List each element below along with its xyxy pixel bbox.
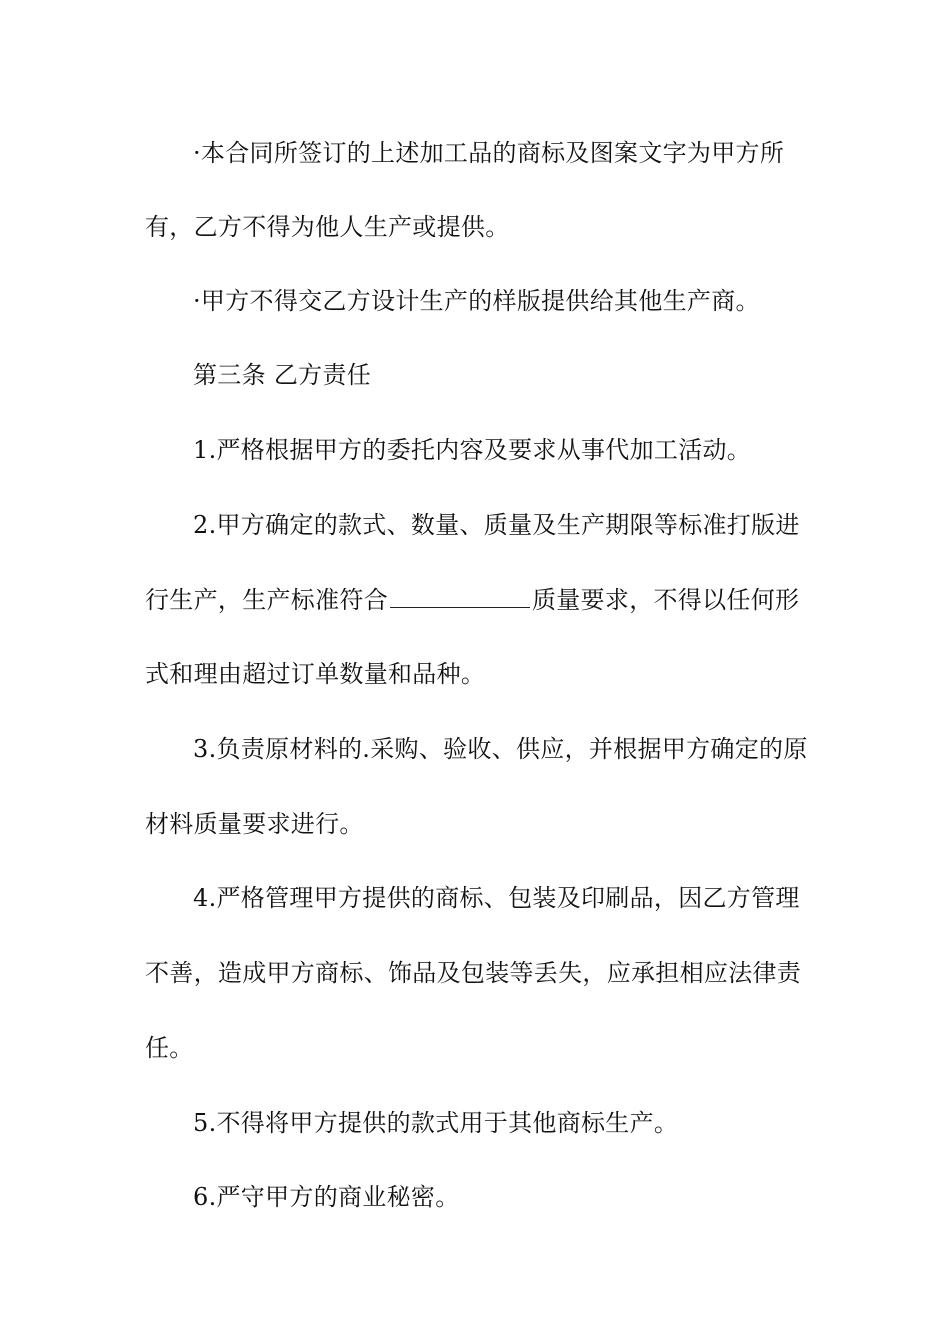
paragraph-line: 6.严守甲方的商业秘密。: [193, 1183, 460, 1211]
paragraph-line: 有，乙方不得为他人生产或提供。: [145, 213, 510, 241]
paragraph-line: 4.严格管理甲方提供的商标、包装及印刷品，因乙方管理: [193, 884, 800, 912]
paragraph-line: 不善，造成甲方商标、饰品及包装等丢失，应承担相应法律责: [145, 959, 802, 987]
section-heading: 第三条 乙方责任: [193, 361, 372, 389]
paragraph-line: 1.严格根据甲方的委托内容及要求从事代加工活动。: [193, 436, 752, 464]
paragraph-line-with-blank: [145, 584, 810, 616]
text-before-blank: 行生产，生产标准符合: [145, 586, 388, 614]
paragraph-line: 3.负责原材料的.采购、验收、供应，并根据甲方确定的原: [193, 735, 808, 763]
fill-in-blank[interactable]: [390, 585, 530, 608]
paragraph-line: 2.甲方确定的款式、数量、质量及生产期限等标准打版进: [193, 511, 800, 539]
text-after-blank: 质量要求，不得以任何形: [532, 586, 800, 614]
paragraph-line: 任。: [145, 1034, 194, 1062]
paragraph-line: 5.不得将甲方提供的款式用于其他商标生产。: [193, 1109, 679, 1137]
paragraph-line: 材料质量要求进行。: [145, 810, 364, 838]
paragraph-line: 式和理由超过订单数量和品种。: [145, 660, 486, 688]
paragraph-line: ·本合同所签订的上述加工品的商标及图案文字为甲方所: [193, 139, 785, 167]
paragraph-line: ·甲方不得交乙方设计生产的样版提供给其他生产商。: [193, 287, 760, 315]
